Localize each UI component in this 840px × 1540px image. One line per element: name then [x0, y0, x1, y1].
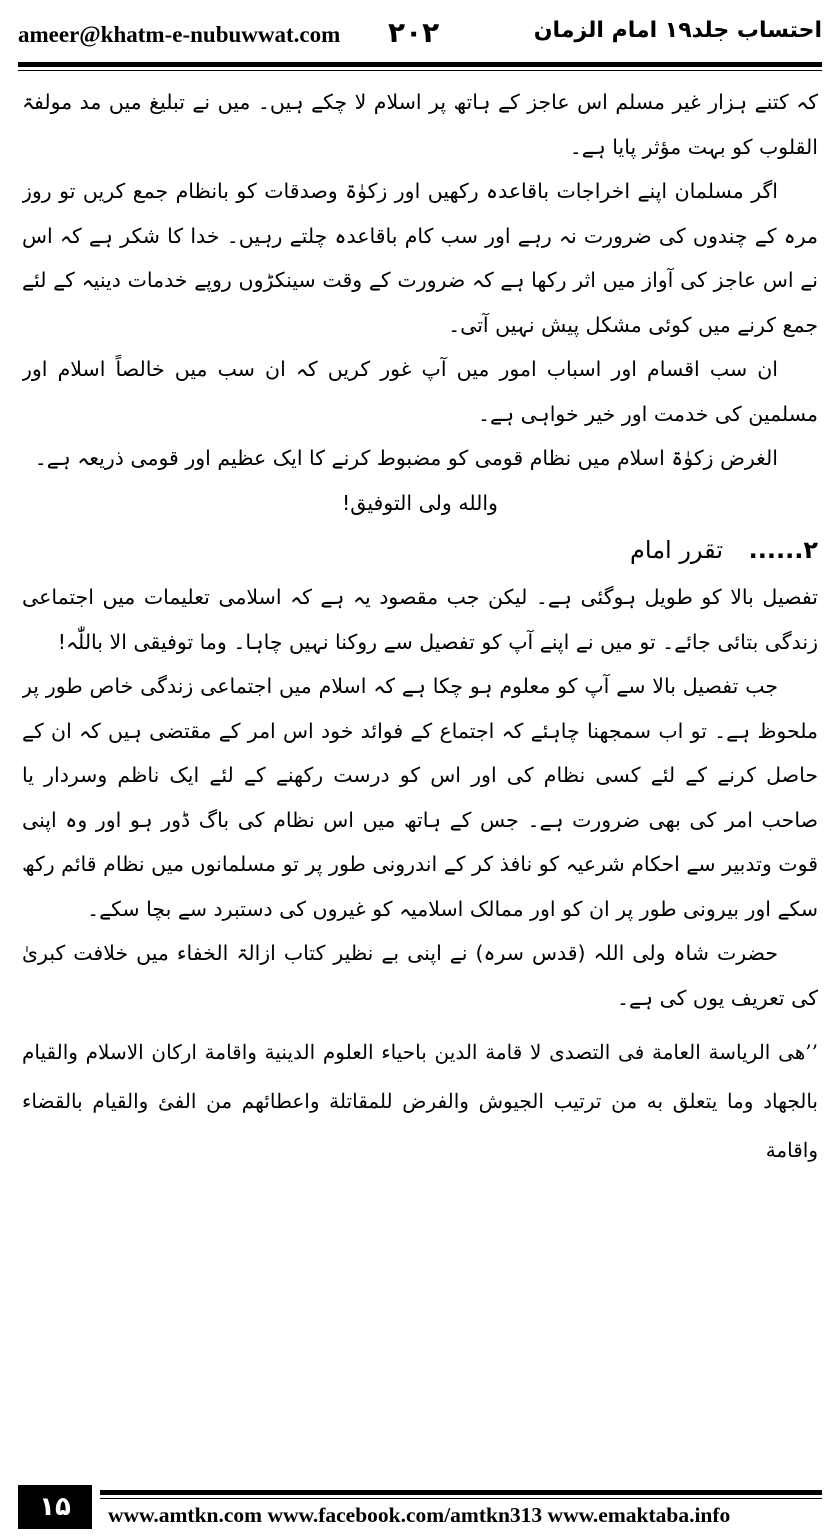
header-email[interactable]: ameer@khatm-e-nubuwwat.com [18, 22, 341, 47]
footer-rule-thin [100, 1498, 822, 1499]
paragraph: اگر مسلمان اپنے اخراجات باقاعدہ رکھیں اور زکوٰۃ وصدقات کو بانظام جمع کریں تو روز مرہ کے چندوں کی ضرورت نہ رہے اور سب کام باقاعدہ چلتے رہیں۔ خدا کا شکر ہے کہ اس نے اس عاجز کی آواز میں اثر رکھا ہے کہ ضرورت کے وقت سینکڑوں روپے خدمات دینیہ کے لئے جمع کرنے میں کوئی مشکل پیش نہیں آتی۔ [22, 179, 818, 337]
paragraph: ان سب اقسام اور اسباب امور میں آپ غور کریں کہ ان سب میں خالصاً اسلام اور مسلمین کی خدمت اور خیر خواہی ہے۔ [22, 357, 818, 426]
page-header [18, 14, 822, 54]
paragraph: تفصیل بالا کو طویل ہوگئی ہے۔ لیکن جب مقصود یہ ہے کہ اسلامی تعلیمات میں اجتماعی زندگی بتائی جائے۔ تو میں نے اپنے آپ کو تفصیل سے روکنا نہیں چاہا۔ وما توفیقی الا باللّٰہ! [22, 585, 818, 654]
header-page-number: ۲۰۲ [388, 16, 440, 49]
paragraph: حضرت شاہ ولی اللہ (قدس سرہ) نے اپنی بے نظیر کتاب ازالۃ الخفاء میں خلافت کبریٰ کی تعریف یوں کی ہے۔ [22, 941, 818, 1010]
section-heading [22, 525, 818, 575]
header-book-title: احتساب جلد۱۹ امام الزمان [533, 18, 822, 43]
footer-links[interactable]: www.amtkn.com www.facebook.com/amtkn313 www.emaktaba.info [108, 1503, 731, 1527]
header-rule-thick [18, 62, 822, 67]
paragraph: کہ کتنے ہزار غیر مسلم اس عاجز کے ہاتھ پر اسلام لا چکے ہیں۔ میں نے تبلیغ میں مد مولفۃ القلوب کو بہت مؤثر پایا ہے۔ [22, 90, 818, 159]
header-rule-thin [18, 70, 822, 71]
paragraph: الغرض زکوٰۃ اسلام میں نظام قومی کو مضبوط کرنے کا ایک عظیم اور قومی ذریعہ ہے۔ [34, 446, 778, 470]
page-body [22, 80, 818, 1455]
footer-section-number: ۱۵ [18, 1485, 92, 1529]
arabic-quote: ’’ھی الریاسة العامة فی التصدی لا قامة الدین باحیاء العلوم الدینیة واقامة ارکان الاسلام والقیام بالجهاد وما یتعلق به من ترتیب الجیوش والفرض للمقاتلة واعطائهم من الفئ والقیام بالقضاء واقامة [22, 1040, 818, 1162]
section-number: ۲...... [748, 536, 818, 564]
section-title: تقرر امام [630, 536, 723, 564]
closing-line: والله ولى التوفيق! [342, 490, 498, 515]
footer-rule-thick [100, 1490, 822, 1495]
paragraph: جب تفصیل بالا سے آپ کو معلوم ہو چکا ہے کہ اسلام میں اجتماعی زندگی خاص طور پر ملحوظ ہے۔ تو اب سمجھنا چاہئے کہ اجتماع کے فوائد خود اس امر کے مقتضی ہیں کہ ان کے حاصل کرنے کے لئے کسی نظام کی اور اس کو درست رکھنے کے لئے ایک ناظم وسردار یا صاحب امر کی بھی ضرورت ہے۔ جس کے ہاتھ میں اس نظام کی باگ ڈور ہو اور وہ اپنی قوت وتدبیر سے احکام شرعیہ کو نافذ کر کے اندرونی طور پر تو مسلمانوں میں نظام قائم رکھ سکے اور بیرونی طور پر ان کو اور ممالک اسلامیہ کو غیروں کی دستبرد سے بچا سکے۔ [22, 674, 818, 921]
